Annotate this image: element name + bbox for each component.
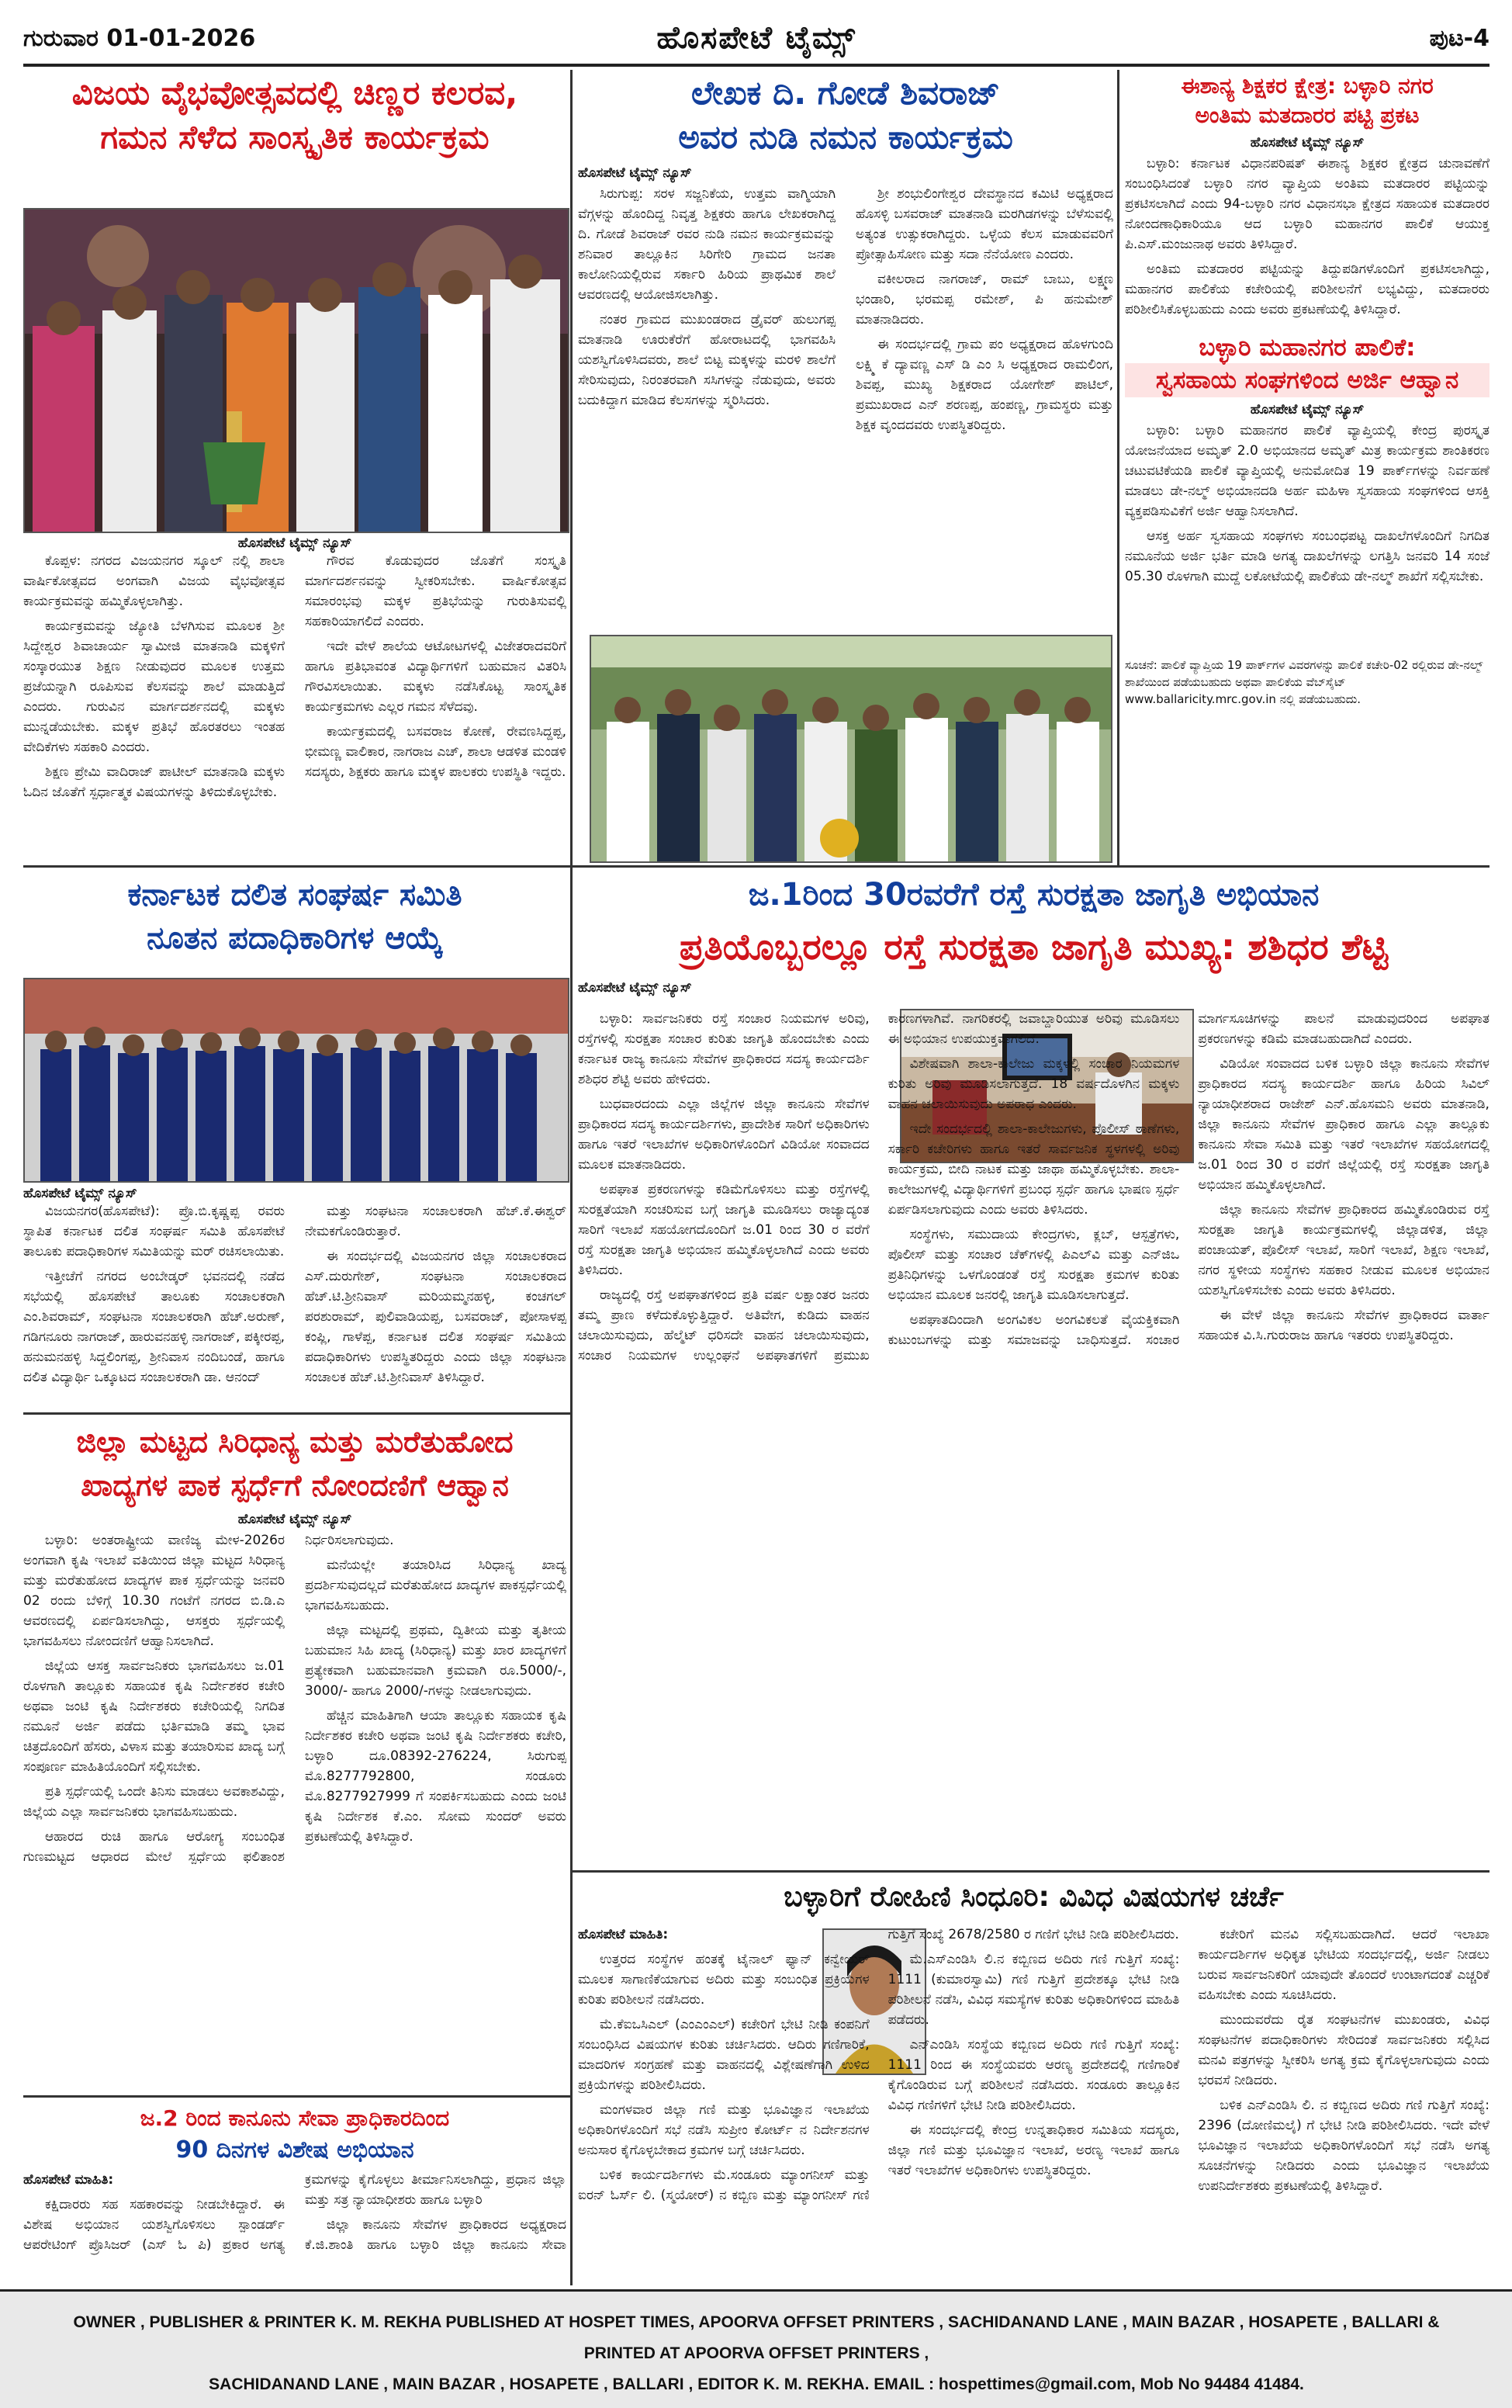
headline: ಅಂತಿಮ ಮತದಾರರ ಪಟ್ಟಿ ಪ್ರಕಟ <box>1195 102 1420 128</box>
paragraph: ಕಾರ್ಯಕ್ರಮವನ್ನು ಜ್ಯೋತಿ ಬೆಳಗಿಸುವ ಮೂಲಕ ಶ್ರೀ ಸಿದ್ದೇಶ್ವರ ಶಿವಾಚಾರ್ಯ ಸ್ವಾಮೀಜಿ ಮಾತನಾಡಿ ಮಕ್ಕಳಿಗೆ ಸಂಸ್ಕಾರಯುತ ಶಿಕ್ಷಣ ನೀಡುವುದರ ಮೂಲಕ ಉತ್ತಮ ಪ್ರಜೆಯನ್ನಾಗಿ ರೂಪಿಸುವ ಕೆಲಸವನ್ನು ಶಾಲೆ ಮಾಡುತ್ತಿದೆ ಎಂದರು. ಗುರುವಿನ ಮಾರ್ಗದರ್ಶನದಲ್ಲಿ ಮಕ್ಕಳು ಮುನ್ನಡೆಯಬೇಕು. ಮಕ್ಕಳ ಪ್ರತಿಭೆ ಹೊರತರಲು ಇಂತಹ ವೇದಿಕೆಗಳು ಸಹಕಾರಿ ಎಂದರು. <box>23 618 285 755</box>
paragraph: ಬಳ್ಳಾರಿ: ಸಾರ್ವಜನಿಕರು ರಸ್ತೆ ಸಂಚಾರ ನಿಯಮಗಳ ಅರಿವು, ರಸ್ತೆಗಳಲ್ಲಿ ಸುರಕ್ಷತಾ ಸಂಚಾರ ಕುರಿತು ಜಾಗೃತಿ ಹೊಂದಬೇಕು ಎಂದು ಕರ್ನಾಟಕ ರಾಜ್ಯ ಕಾನೂನು ಸೇವೆಗಳ ಪ್ರಾಧಿಕಾರದ ಸದಸ್ಯ ಕಾರ್ಯದರ್ಶಿ ಶಶಿಧರ ಶೆಟ್ಟಿ ಅವರು ಹೇಳಿದರು. <box>578 1011 870 1087</box>
paragraph: ಮುಂದುವರೆದು ರೈತ ಸಂಘಟನೆಗಳ ಮುಖಂಡರು, ವಿವಿಧ ಸಂಘಟನೆಗಳ ಪದಾಧಿಕಾರಿಗಳು ಸೇರಿದಂತೆ ಸಾರ್ವಜನಿಕರು ಸಲ್ಲಿಸಿದ ಮನವಿ ಪತ್ರಗಳನ್ನು ಸ್ವೀಕರಿಸಿ ಅಗತ್ಯ ಕ್ರಮ ಕೈಗೊಳ್ಳಲಾಗುವುದು ಎಂದು ಭರವಸೆ ನೀಡಿದರು. <box>1198 2012 1490 2088</box>
article-voter-list <box>1125 71 1490 708</box>
headline: ಈಶಾನ್ಯ ಶಿಕ್ಷಕರ ಕ್ಷೇತ್ರ: ಬಳ್ಳಾರಿ ನಗರ <box>1181 73 1434 99</box>
paragraph: ಈ ಸಂದರ್ಭದಲ್ಲಿ ಕೇಂದ್ರ ಉನ್ನತಾಧಿಕಾರ ಸಮಿತಿಯ ಸದಸ್ಯರು, ಜಿಲ್ಲಾ ಗಣಿ ಮತ್ತು ಭೂವಿಜ್ಞಾನ ಇಲಾಖೆ, ಅರಣ್ಯ ಇಲಾಖೆ ಹಾಗೂ ಇತರೆ ಇಲಾಖೆಗಳ ಅಧಿಕಾರಿಗಳು ಉಪಸ್ಥಿತರಿದ್ದರು. <box>887 2122 1180 2178</box>
row-divider <box>23 865 1490 868</box>
paragraph: ಇತ್ತೀಚೆಗೆ ನಗರದ ಅಂಬೇಡ್ಕರ್ ಭವನದಲ್ಲಿ ನಡೆದ ಸಭೆಯಲ್ಲಿ ಹೊಸಪೇಟೆ ತಾಲೂಕು ಸಂಚಾಲಕರಾಗಿ ಎಂ.ಶಿವರಾಮ್, ಸಂಘಟನಾ ಸಂಚಾಲಕರಾಗಿ ಹೆಚ್.ಅರುಣ್, ಗಡಿಗನೂರು ನಾಗರಾಜ್, ಹಾರುವನಹಳ್ಳಿ ನಾಗರಾಜ್, ಪಕ್ಕೀರಪ್ಪ, ಹನುಮನಹಳ್ಳಿ ಸಿದ್ದಲಿಂಗಪ್ಪ, ಶ್ರೀನಿವಾಸ ನಂದಿಬಂಡೆ, ಹಾಗೂ ದಲಿತ ವಿದ್ಯಾರ್ಥಿ ಒಕ್ಕೂಟದ ಸಂಚಾಲಕರಾಗಿ ಡಾ. ಆನಂದ್ <box>23 1269 285 1385</box>
article-tribute <box>578 71 1113 622</box>
dss-photo <box>23 978 569 1183</box>
paragraph: ಎನ್‌ಎಂಡಿಸಿ ಸಂಸ್ಥೆಯ ಕಬ್ಬಿಣದ ಅದಿರು ಗಣಿ ಗುತ್ತಿಗೆ ಸಂಖ್ಯೆ: 1111 ರಿಂದ ಈ ಸಂಸ್ಥೆಯವರು ಆರಣ್ಯ ಪ್ರದೇಶದಲ್ಲಿ ಗಣಿಗಾರಿಕೆ ಕೈಗೊಂಡಿರುವ ಬಗ್ಗೆ ಪರಿಶೀಲನೆ ನಡೆಸಿದರು. ಸಂಡೂರು ತಾಲ್ಲೂಕಿನ ವಿವಿಧ ಗಣಿಗಳಿಗೆ ಭೇಟಿ ನೀಡಿ ಪರಿಶೀಲಿಸಿದರು. <box>887 2037 1180 2113</box>
row-divider <box>23 1412 570 1415</box>
imprint-line: OWNER , PUBLISHER & PRINTER K. M. REKHA PUBLISHED AT HOSPET TIMES, APOORVA OFFSET PRINTERS , SACHIDANAND LANE , MAIN BAZAR , HOSAPETE , BALLARI & PRINTED AT APOORVA OFFSET PRINTERS , <box>73 2313 1440 2362</box>
headline: ನೂತನ ಪದಾಧಿಕಾರಿಗಳ ಆಯ್ಕೆ <box>147 920 443 956</box>
paragraph: ಬಳ್ಳಾರಿ: ಕರ್ನಾಟಕ ವಿಧಾನಪರಿಷತ್ ಈಶಾನ್ಯ ಶಿಕ್ಷಕರ ಕ್ಷೇತ್ರದ ಚುನಾವಣೆಗೆ ಸಂಬಂಧಿಸಿದಂತೆ ಬಳ್ಳಾರಿ ನಗರ ವ್ಯಾಪ್ತಿಯ ಅಂತಿಮ ಮತದಾರರ ಪಟ್ಟಿಯನ್ನು ಪ್ರಕಟಿಸಲಾಗಿದೆ ಎಂದು 94-ಬಳ್ಳಾರಿ ನಗರ ವಿಧಾನಸಭಾ ಕ್ಷೇತ್ರದ ಸಹಾಯಕ ಮತದಾರರ ನೋಂದಣಾಧಿಕಾರಿಯೂ ಆದ ಬಳ್ಳಾರಿ ಮಹಾನಗರ ಪಾಲಿಕೆ ಆಯುಕ್ತ ಪಿ.ಎಸ್.ಮಂಜುನಾಥ ಅವರು ತಿಳಿಸಿದ್ದಾರೆ. <box>1125 156 1490 252</box>
page-number: ಪುಟ-4 <box>1429 25 1490 52</box>
headline: ಕರ್ನಾಟಕ ದಲಿತ ಸಂಘರ್ಷ ಸಮಿತಿ <box>127 877 462 913</box>
paragraph: ಬಳಿಕ ಕಾರ್ಯದರ್ಶಿಗಳು ಮೆ.ಸಂಡೂರು ಮ್ಯಾಂಗನೀಸ್ ಮತ್ತು ಐರನ್ ಓರ್ಸ್ ಲಿ. (ಸ್ಮಯೋರ್) ನ ಕಬ್ಬಿಣ ಮತ್ತು ಮ್ಯಾಂಗನೀಸ್ ಗಣಿ ಗುತ್ತಿಗೆ ಸಂಖ್ಯೆ 2678/2580 ರ ಗಣಿಗೆ ಭೇಟಿ ನೀಡಿ ಪರಿಶೀಲಿಸಿದರು. <box>578 1927 1179 2203</box>
headline: ಸ್ವಸಹಾಯ ಸಂಘಗಳಿಂದ ಅರ್ಜಿ ಆಹ್ವಾನ <box>1125 363 1490 397</box>
article-millet-contest <box>23 1420 566 2074</box>
paragraph: ಮಂಗಳವಾರ ಜಿಲ್ಲಾ ಗಣಿ ಮತ್ತು ಭೂವಿಜ್ಞಾನ ಇಲಾಖೆಯ ಅಧಿಕಾರಿಗಳೊಂದಿಗೆ ಸಭೆ ನಡೆಸಿ ಸುಪ್ರೀಂ ಕೋರ್ಟ್ ನ ನಿರ್ದೇಶನಗಳ ಅನುಸಾರ ಕೈಗೊಳ್ಳಬೇಕಾದ ಕ್ರಮಗಳ ಬಗ್ಗೆ ಚರ್ಚಿಸಿದರು. <box>578 2102 870 2158</box>
paragraph: ವಿಶೇಷವಾಗಿ ಶಾಲಾ-ಕಾಲೇಜು ಮಕ್ಕಳಲ್ಲಿ ಸಂಚಾರ ನಿಯಮಗಳ ಕುರಿತು ಅರಿವು ಮೂಡಿಸಲಾಗುತ್ತದೆ. 18 ವರ್ಷದೊಳಗಿನ ಮಕ್ಕಳು ವಾಹನ ಚಲಾಯಿಸುವುದು ಅಪರಾಧ ಎಂದರು. <box>887 1056 1180 1112</box>
paragraph: ಮತ್ತು ಸಂಘಟನಾ ಸಂಚಾಲಕರಾಗಿ ಹೆಚ್.ಕೆ.ಈಶ್ವರ್ ನೇಮಕಗೊಂಡಿರುತ್ತಾರೆ. <box>305 1204 566 1239</box>
paragraph: ಅಪಘಾತದಿಂದಾಗಿ ಅಂಗವಿಕಲ ಅಂಗವಿಕಲತೆ ವೈಯಕ್ತಿಕವಾಗಿ ಕುಟುಂಬಗಳನ್ನು ಮತ್ತು ಸಮಾಜವನ್ನು ಬಾಧಿಸುತ್ತದೆ. ಸಂಚಾರ ಮಾರ್ಗಸೂಚಿಗಳನ್ನು ಪಾಲನೆ ಮಾಡುವುದರಿಂದ ಅಪಘಾತ ಪ್ರಕರಣಗಳನ್ನು ಕಡಿಮೆ ಮಾಡಬಹುದಾಗಿದೆ ಎಂದರು. <box>887 1011 1490 1348</box>
headline: ಬಳ್ಳಾರಿ ಮಹಾನಗರ ಪಾಲಿಕೆ: <box>1199 334 1416 362</box>
paragraph: ಆಹಾರದ ರುಚಿ ಹಾಗೂ ಆರೋಗ್ಯ ಸಂಬಂಧಿತ ಗುಣಮಟ್ಟದ ಆಧಾರದ ಮೇಲೆ ಸ್ಪರ್ಧೆಯ ಫಲಿತಾಂಶ ನಿರ್ಧರಿಸಲಾಗುವುದು. <box>23 1533 394 1865</box>
masthead: ಹೊಸಪೇಟೆ ಟೈಮ್ಸ್ <box>656 20 856 56</box>
column-divider <box>570 70 573 865</box>
byline: ಹೊಸಪೇಟೆ ಟೈಮ್ಸ್ ನ್ಯೂಸ್ <box>237 535 352 551</box>
byline: ಹೊಸಪೇಟೆ ಟೈಮ್ಸ್ ನ್ಯೂಸ್ <box>1250 135 1365 151</box>
article-rohini-sindhuri <box>578 1878 1490 1917</box>
headline: ಜಿಲ್ಲಾ ಮಟ್ಟದ ಸಿರಿಧಾನ್ಯ ಮತ್ತು ಮರೆತುಹೋದ <box>76 1425 514 1459</box>
paragraph: ವಿಜಯನಗರ(ಹೊಸಪೇಟೆ): ಪ್ರೊ.ಬಿ.ಕೃಷ್ಣಪ್ಪ ರವರು ಸ್ಥಾಪಿತ ಕರ್ನಾಟಕ ದಲಿತ ಸಂಘರ್ಷ ಸಮಿತಿ ಹೊಸಪೇಟೆ ತಾಲೂಕು ಪದಾಧಿಕಾರಿಗಳ ಸಮಿತಿಯನ್ನು ಮರ್ ರಚಿಸಲಾಯಿತು. <box>23 1204 285 1259</box>
paragraph: ಕೊಪ್ಪಳ: ನಗರದ ವಿಜಯನಗರ ಸ್ಕೂಲ್ ನಲ್ಲಿ ಶಾಲಾ ವಾರ್ಷಿಕೋತ್ಸವದ ಅಂಗವಾಗಿ ವಿಜಯ ವೈಭವೋತ್ಸವ ಕಾರ್ಯಕ್ರಮವನ್ನು ಹಮ್ಮಿಕೊಳ್ಳಲಾಗಿತ್ತು. <box>23 553 285 609</box>
headline: ಜ.2 ರಿಂದ ಕಾನೂನು ಸೇವಾ ಪ್ರಾಧಿಕಾರದಿಂದ <box>140 2105 450 2131</box>
paragraph: ಗೌರವ ಕೊಡುವುದರ ಜೊತೆಗೆ ಸಂಸ್ಕೃತಿ ಮಾರ್ಗದರ್ಶನವನ್ನು ಸ್ವೀಕರಿಸಬೇಕು. ವಾರ್ಷಿಕೋತ್ಸವ ಸಮಾರಂಭವು ಮಕ್ಕಳ ಪ್ರತಿಭೆಯನ್ನು ಗುರುತಿಸುವಲ್ಲಿ ಸಹಕಾರಿಯಾಗಲಿದೆ ಎಂದರು. <box>305 553 566 629</box>
paragraph: ಪ್ರತಿ ಸ್ಪರ್ಧೆಯಲ್ಲಿ ಒಂದೇ ತಿನಿಸು ಮಾಡಲು ಅವಕಾಶವಿದ್ದು, ಜಿಲ್ಲೆಯ ಎಲ್ಲಾ ಸಾರ್ವಜನಿಕರು ಭಾಗವಹಿಸಬಹುದು. <box>23 1784 285 1820</box>
byline: ಹೊಸಪೇಟೆ ಟೈಮ್ಸ್ ನ್ಯೂಸ್ <box>578 980 692 996</box>
paragraph: ಕಾರ್ಯಕ್ರಮದಲ್ಲಿ ಬಸವರಾಜ ಕೋಣೆ, ರೇವಣಸಿದ್ದಪ್ಪ, ಭೀಮಣ್ಣ ವಾಲಿಕಾರ, ನಾಗರಾಜ ಎಚ್, ಶಾಲಾ ಆಡಳಿತ ಮಂಡಳಿ ಸದಸ್ಯರು, ಶಿಕ್ಷಕರು ಹಾಗೂ ಮಕ್ಕಳ ಪಾಲಕರು ಉಪಸ್ಥಿತಿ ಇದ್ದರು. <box>305 724 566 780</box>
paragraph: ಹೆಚ್ಚಿನ ಮಾಹಿತಿಗಾಗಿ ಆಯಾ ತಾಲ್ಲೂಕು ಸಹಾಯಕ ಕೃಷಿ ನಿರ್ದೇಶಕರ ಕಚೇರಿ ಅಥವಾ ಜಂಟಿ ಕೃಷಿ ನಿರ್ದೇಶಕರು ಕಚೇರಿ, ಬಳ್ಳಾರಿ ದೂ.08392-276224, ಸಿರುಗುಪ್ಪ ಮೊ.8277792800, ಸಂಡೂರು ಮೊ.8277927999 ಗೆ ಸಂಪರ್ಕಿಸಬಹುದು ಎಂದು ಜಂಟಿ ಕೃಷಿ ನಿರ್ದೇಶಕ ಕೆ.ಎಂ. ಸೋಮ ಸುಂದರ್ ಅವರು ಪ್ರಕಟಣೆಯಲ್ಲಿ ತಿಳಿಸಿದ್ದಾರೆ. <box>305 1708 566 1845</box>
paragraph: ವಿಡಿಯೋ ಸಂವಾದದ ಬಳಿಕ ಬಳ್ಳಾರಿ ಜಿಲ್ಲಾ ಕಾನೂನು ಸೇವೆಗಳ ಪ್ರಾಧಿಕಾರದ ಸದಸ್ಯ ಕಾರ್ಯದರ್ಶಿ ಹಾಗೂ ಹಿರಿಯ ಸಿವಿಲ್ ನ್ಯಾಯಾಧೀಶರಾದ ರಾಜೇಶ್ ಎನ್.ಹೊಸಮನಿ ಅವರು ಮಾತನಾಡಿ, ಜಿಲ್ಲಾ ಕಾನೂನು ಸೇವೆಗಳ ಪ್ರಾಧಿಕಾರ ಹಾಗೂ ಎಲ್ಲಾ ತಾಲ್ಲೂಕು ಕಾನೂನು ಸೇವಾ ಸಮಿತಿ ಮತ್ತು ಇತರೆ ಇಲಾಖೆಗಳ ಸಹಯೋಗದಲ್ಲಿ ಜ.01 ರಿಂದ 30 ರ ವರೆಗೆ ಜಿಲ್ಲೆಯಲ್ಲಿ ರಸ್ತೆ ಸುರಕ್ಷತಾ ಜಾಗೃತಿ ಅಭಿಯಾನ ಹಮ್ಮಿಕೊಳ್ಳಲಾಗಿದೆ. <box>1198 1056 1490 1193</box>
article-body <box>23 535 566 850</box>
headline: ಜ.1ರಿಂದ 30ರವರೆಗೆ ರಸ್ತೆ ಸುರಕ್ಷತಾ ಜಾಗೃತಿ ಅಭಿಯಾನ <box>748 877 1320 913</box>
paragraph: ಬಳ್ಳಾರಿ: ಅಂತರಾಷ್ಟ್ರೀಯ ವಾಣಿಜ್ಯ ಮೇಳ-2026ರ ಅಂಗವಾಗಿ ಕೃಷಿ ಇಲಾಖೆ ವತಿಯಿಂದ ಜಿಲ್ಲಾ ಮಟ್ಟದ ಸಿರಿಧಾನ್ಯ ಮತ್ತು ಮರೆತುಹೋದ ಖಾದ್ಯಗಳ ಪಾಕ ಸ್ಪರ್ಧೆಯನ್ನು ಜನವರಿ 02 ರಂದು ಬೆಳಿಗ್ಗೆ 10.30 ಗಂಟೆಗೆ ನಗರದ ಬಿ.ಡಿ.ಎ ಆವರಣದಲ್ಲಿ ಏರ್ಪಡಿಸಲಾಗಿದ್ದು, ಆಸಕ್ತರು ಸ್ಪರ್ಧೆಯಲ್ಲಿ ಭಾಗವಹಿಸಲು ನೋಂದಣಿಗೆ ಆಹ್ವಾನಿಸಲಾಗಿದೆ. <box>23 1533 285 1649</box>
paragraph: ಹೊಸಪೇಟೆ ಮಾಹಿತಿ: <box>23 2172 114 2188</box>
paragraph: ಕಕ್ಷಿದಾರರು ಸಹ ಸಹಕಾರವನ್ನು ನೀಡಬೇಕಿದ್ದಾರೆ. ಈ ವಿಶೇಷ ಅಭಿಯಾನ ಯಶಸ್ವಿಗೊಳಿಸಲು ಸ್ಪಾಂಡರ್ಡ್ ಆಪರೇಟಿಂಗ್ ಪ್ರೊಸಿಜರ್ (ಎಸ್ ಓ ಪಿ) ಪ್ರಕಾರ ಅಗತ್ಯ ಕ್ರಮಗಳನ್ನು ಕೈಗೊಳ್ಳಲು ತೀರ್ಮಾನಿಸಲಾಗಿದ್ದು, ಪ್ರಧಾನ ಜಿಲ್ಲಾ ಮತ್ತು ಸತ್ರ ನ್ಯಾಯಾಧೀಶರು ಹಾಗೂ ಬಳ್ಳಾರಿ <box>23 2172 566 2253</box>
paragraph: ಈ ಸಂದರ್ಭದಲ್ಲಿ ವಿಜಯನಗರ ಜಿಲ್ಲಾ ಸಂಚಾಲಕರಾದ ಎಸ್.ದುರುಗೇಶ್, ಸಂಘಟನಾ ಸಂಚಾಲಕರಾದ ಹೆಚ್.ಟಿ.ಶ್ರೀನಿವಾಸ್ ಮರಿಯಮ್ಮನಹಳ್ಳಿ, ಕಂಚಗಲ್ ಪರಶುರಾಮ್, ಪುಲಿವಾಡಿಯಪ್ಪ, ಬಸವರಾಜ್, ಪೋಸಾಳಪ್ಪ ಕಂಪ್ಲಿ, ಗಾಳೆಪ್ಪ, ಕರ್ನಾಟಕ ದಲಿತ ಸಂಘರ್ಷ ಸಮಿತಿಯ ಪದಾಧಿಕಾರಿಗಳು ಉಪಸ್ಥಿತರಿದ್ದರು ಎಂದು ಜಿಲ್ಲಾ ಸಂಘಟನಾ ಸಂಚಾಲಕ ಹೆಚ್.ಟಿ.ಶ್ರೀನಿವಾಸ್ ತಿಳಿಸಿದ್ದಾರೆ. <box>305 1249 566 1385</box>
paragraph: ಆಸಕ್ತ ಅರ್ಹ ಸ್ವಸಹಾಯ ಸಂಘಗಳು ಸಂಬಂಧಪಟ್ಟ ದಾಖಲೆಗಳೊಂದಿಗೆ ನಿಗದಿತ ನಮೂನೆಯ ಅರ್ಜಿ ಭರ್ತಿ ಮಾಡಿ ಅಗತ್ಯ ದಾಖಲೆಗಳನ್ನು ಲಗತ್ತಿಸಿ ಜನವರಿ 14 ಸಂಜೆ 05.30 ರೊಳಗಾಗಿ ಮುದ್ದೆ ಲಕೋಟೆಯಲ್ಲಿ ಪಾಲಿಕೆಯ ಡೇ-ನಲ್ಮ್ ಶಾಖೆಗೆ ಸಲ್ಲಿಸಬೇಕು. <box>1125 528 1490 584</box>
paragraph: ಬುಧವಾರದಂದು ಎಲ್ಲಾ ಜಿಲ್ಲೆಗಳ ಜಿಲ್ಲಾ ಕಾನೂನು ಸೇವೆಗಳ ಪ್ರಾಧಿಕಾರದ ಸದಸ್ಯ ಕಾರ್ಯದರ್ಶಿಗಳು, ಪ್ರಾದೇಶಿಕ ಸಾರಿಗೆ ಅಧಿಕಾರಿಗಳು ಹಾಗೂ ಇತರೆ ಇಲಾಖೆಗಳ ಅಧಿಕಾರಿಗಳೊಂದಿಗೆ ವಿಡಿಯೋ ಸಂವಾದದ ಮೂಲಕ ಮಾತನಾಡಿದರು. <box>578 1097 870 1173</box>
headline: ಗಮನ ಸೆಳೆದ ಸಾಂಸ್ಕೃತಿಕ ಕಾರ್ಯಕ್ರಮ <box>100 117 490 156</box>
tribute-photo <box>590 635 1112 863</box>
article-school-event <box>23 71 566 159</box>
paragraph: ಇದೇ ಸಂದರ್ಭದಲ್ಲಿ ಶಾಲಾ-ಕಾಲೇಜುಗಳು, ಪೊಲೀಸ್ ಠಾಣೆಗಳು, ಸರ್ಕಾರಿ ಕಚೇರಿಗಳು ಹಾಗೂ ಇತರೆ ಸಾರ್ವಜನಿಕ ಸ್ಥಳಗಳಲ್ಲಿ ಅರಿವು ಕಾರ್ಯಕ್ರಮ, ಬೀದಿ ನಾಟಕ ಮತ್ತು ಜಾಥಾ ಹಮ್ಮಿಕೊಳ್ಳಬೇಕು. ಶಾಲಾ-ಕಾಲೇಜುಗಳಲ್ಲಿ ವಿದ್ಯಾರ್ಥಿಗಳಿಗೆ ಪ್ರಬಂಧ ಸ್ಪರ್ಧೆ ಹಾಗೂ ಭಾಷಣ ಸ್ಪರ್ಧೆ ಏರ್ಪಡಿಸಲಾಗುವುದು ಎಂದು ಅವರು ತಿಳಿಸಿದರು. <box>887 1121 1180 1218</box>
notice: ಸೂಚನೆ: ಪಾಲಿಕೆ ವ್ಯಾಪ್ತಿಯ 19 ಪಾರ್ಕ್‌ಗಳ ವಿವರಗಳನ್ನು ಪಾಲಿಕೆ ಕಚೇರಿ-02 ರಲ್ಲಿರುವ ಡೇ-ನಲ್ಮ್ ಶಾಖೆಯಿಂದ ಪಡೆಯಬಹುದು ಅಥವಾ ಪಾಲಿಕೆಯ ವೆಬ್‌ಸೈಟ್ www.ballaricity.mrc.gov.in ನಲ್ಲಿ ಪಡೆಯಬಹುದು. <box>1125 658 1483 706</box>
article-body <box>578 1925 1490 2282</box>
paragraph: ರಾಜ್ಯದಲ್ಲಿ ರಸ್ತೆ ಅಪಘಾತಗಳಿಂದ ಪ್ರತಿ ವರ್ಷ ಲಕ್ಷಾಂತರ ಜನರು ತಮ್ಮ ಪ್ರಾಣ ಕಳೆದುಕೊಳ್ಳುತ್ತಿದ್ದಾರೆ. ಅತಿವೇಗ, ಕುಡಿದು ವಾಹನ ಚಲಾಯಿಸುವುದು, ಹೆಲ್ಮೆಟ್ ಧರಿಸದೇ ವಾಹನ ಚಲಾಯಿಸುವುದು, ಸಂಚಾರ ನಿಯಮಗಳ ಉಲ್ಲಂಘನೆ ಅಪಘಾತಗಳಿಗೆ ಪ್ರಮುಖ ಕಾರಣಗಳಾಗಿವೆ. ನಾಗರಿಕರಲ್ಲಿ ಜವಾಬ್ದಾರಿಯುತ ಅರಿವು ಮೂಡಿಸಲು ಈ ಅಭಿಯಾನ ಉಪಯುಕ್ತವಾಗಲಿದೆ. <box>578 1011 1180 1363</box>
article-legal-campaign <box>23 2103 566 2278</box>
issue-date: ಗುರುವಾರ 01-01-2026 <box>23 25 256 52</box>
headline: ಖಾದ್ಯಗಳ ಪಾಕ ಸ್ಪರ್ಧೆಗೆ ನೋಂದಣಿಗೆ ಆಹ್ವಾನ <box>81 1468 509 1502</box>
paragraph: ಮೆ.ಎಸ್‌ಎಂಡಿಸಿ ಲಿ.ನ ಕಬ್ಬಿಣದ ಅದಿರು ಗಣಿ ಗುತ್ತಿಗೆ ಸಂಖ್ಯೆ: 1111 (ಕುಮಾರಸ್ವಾಮಿ) ಗಣಿ ಗುತ್ತಿಗೆ ಪ್ರದೇಶಕ್ಕೂ ಭೇಟಿ ನೀಡಿ ಪರಿಶೀಲನೆ ನಡೆಸಿ, ವಿವಿಧ ಸಮಸ್ಯೆಗಳ ಕುರಿತು ಅಧಿಕಾರಿಗಳಿಂದ ಮಾಹಿತಿ ಪಡೆದರು. <box>887 1952 1180 2028</box>
paragraph: ಅಂತಿಮ ಮತದಾರರ ಪಟ್ಟಿಯನ್ನು ತಿದ್ದುಪಡಿಗಳೊಂದಿಗೆ ಪ್ರಕಟಿಸಲಾಗಿದ್ದು, ಮಹಾನಗರ ಪಾಲಿಕೆಯ ಕಚೇರಿಯಲ್ಲಿ ಪರಿಶೀಲನೆಗೆ ಲಭ್ಯವಿದ್ದು, ಮತದಾರರು ಪರಿಶೀಲಿಸಿಕೊಳ್ಳಬಹುದು ಎಂದು ಅವರು ಪ್ರಕಟಣೆಯಲ್ಲಿ ತಿಳಿಸಿದ್ದಾರೆ. <box>1125 262 1490 317</box>
paragraph: ಈ ಸಂದರ್ಭದಲ್ಲಿ ಗ್ರಾಮ ಪಂ ಅಧ್ಯಕ್ಷರಾದ ಹೊಳಗುಂದಿ ಲಕ್ಷ್ಮಿ ಕೆ ದ್ಯಾವಣ್ಣ ಎಸ್ ಡಿ ಎಂ ಸಿ ಅಧ್ಯಕ್ಷರಾದ ರಾಮಲಿಂಗ, ಶಿವಪ್ಪ, ಮುಖ್ಯ ಶಿಕ್ಷಕರಾದ ಯೋಗೇಶ್ ಪಾಟಿಲ್, ಪ್ರಮುಖರಾದ ಎನ್ ಶರಣಪ್ಪ, ಹಂಪಣ್ಣ, ಗ್ರಾಮಸ್ಥರು ಮತ್ತು ಶಿಕ್ಷಕ ವೃಂದದವರು ಉಪಸ್ಥಿತರಿದ್ದರು. <box>856 337 1113 434</box>
paragraph: ಶ್ರೀ ಶಂಭುಲಿಂಗೇಶ್ವರ ದೇವಸ್ಥಾನದ ಕಮಿಟಿ ಅಧ್ಯಕ್ಷರಾದ ಹೊಸಳ್ಳಿ ಬಸವರಾಜ್ ಮಾತನಾಡಿ ಮರಗಿಡಗಳನ್ನು ಬೆಳೆಸುವಲ್ಲಿ ಅತ್ಯಂತ ಉತ್ಸುಕರಾಗಿದ್ದರು. ಒಳ್ಳೆಯ ಕೆಲಸ ಮಾಡುವವರಿಗೆ ಪ್ರೋತ್ಸಾಹಿಸೋಣ ಮತ್ತು ಸದಾ ನೆನೆಯೋಣ ಎಂದರು. <box>856 186 1113 263</box>
paragraph: ಜಿಲ್ಲೆಯ ಆಸಕ್ತ ಸಾರ್ವಜನಿಕರು ಭಾಗವಹಿಸಲು ಜ.01 ರೊಳಗಾಗಿ ತಾಲ್ಲೂಕು ಸಹಾಯಕ ಕೃಷಿ ನಿರ್ದೇಶಕರ ಕಚೇರಿ ಅಥವಾ ಜಂಟಿ ಕೃಷಿ ನಿರ್ದೇಶಕರು ಕಚೇರಿಯಲ್ಲಿ ನಿಗದಿತ ನಮೂನೆ ಅರ್ಜಿ ಪಡೆದು ಭರ್ತಿಮಾಡಿ ತಮ್ಮ ಭಾವ ಚಿತ್ರದೊಂದಿಗೆ ಹೆಸರು, ವಿಳಾಸ ಮತ್ತು ತಯಾರಿಸುವ ಖಾದ್ಯ ಬಗ್ಗೆ ಸಂಪೂರ್ಣ ಮಾಹಿತಿಯೊಂದಿಗೆ ಸಲ್ಲಿಸಬೇಕು. <box>23 1658 285 1775</box>
row-divider <box>23 2095 570 2098</box>
imprint-line: SACHIDANAND LANE , MAIN BAZAR , HOSAPETE , BALLARI , EDITOR K. M. REKHA. EMAIL : hospettimes@gmail.com, Mob No 94484 41484. <box>209 2375 1304 2393</box>
headline: ಬಳ್ಳಾರಿಗೆ ರೋಹಿಣಿ ಸಿಂಧೂರಿ: ವಿವಿಧ ವಿಷಯಗಳ ಚರ್ಚೆ <box>784 1881 1284 1913</box>
paragraph: ಮನೆಯಲ್ಲೇ ತಯಾರಿಸಿದ ಸಿರಿಧಾನ್ಯ ಖಾದ್ಯ ಪ್ರದರ್ಶಿಸುವುದಲ್ಲದೆ ಮರೆತುಹೋದ ಖಾದ್ಯಗಳ ಪಾಕಸ್ಪರ್ಧೆಯಲ್ಲಿ ಭಾಗವಹಿಸಬಹುದು. <box>305 1557 566 1613</box>
paragraph: ಹೊಸಪೇಟೆ ಮಾಹಿತಿ: <box>578 1927 669 1942</box>
paragraph: ಅಪಘಾತ ಪ್ರಕರಣಗಳನ್ನು ಕಡಿಮೆಗೊಳಿಸಲು ಮತ್ತು ರಸ್ತೆಗಳಲ್ಲಿ ಸುರಕ್ಷತೆಯಾಗಿ ಸಂಚರಿಸುವ ಬಗ್ಗೆ ಜಾಗೃತಿ ಮೂಡಿಸಲು ರಾಜ್ಯಾದ್ಯಂತ ಸಾರಿಗೆ ಇಲಾಖೆ ಸಹಯೋಗದೊಂದಿಗೆ ಜ.01 ರಿಂದ 30 ರ ವರೆಗೆ ರಸ್ತೆ ಸುರಕ್ಷತಾ ಜಾಗೃತಿ ಅಭಿಯಾನ ಹಮ್ಮಿಕೊಳ್ಳಲಾಗಿದೆ ಎಂದು ಅವರು ತಿಳಿಸಿದರು. <box>578 1182 870 1278</box>
paragraph: ವಕೀಲರಾದ ನಾಗರಾಜ್, ರಾಮ್ ಬಾಬು, ಲಕ್ಷ್ಮಣ ಭಂಡಾರಿ, ಭರಮಪ್ಪ ರಮೇಶ್, ಪಿ ಹನುಮೇಶ್ ಮಾತನಾಡಿದರು. <box>856 272 1113 328</box>
byline: ಹೊಸಪೇಟೆ ಟೈಮ್ಸ್ ನ್ಯೂಸ್ <box>237 1512 352 1527</box>
article-dss <box>23 873 566 960</box>
paragraph: ಜಿಲ್ಲಾ ಕಾನೂನು ಸೇವೆಗಳ ಪ್ರಾಧಿಕಾರದ ಹಮ್ಮಿಕೊಂಡಿರುವ ರಸ್ತೆ ಸುರಕ್ಷತಾ ಜಾಗೃತಿ ಕಾರ್ಯಕ್ರಮಗಳಲ್ಲಿ ಜಿಲ್ಲಾಡಳಿತ, ಜಿಲ್ಲಾ ಪಂಚಾಯತ್, ಪೊಲೀಸ್ ಇಲಾಖೆ, ಸಾರಿಗೆ ಇಲಾಖೆ, ಶಿಕ್ಷಣ ಇಲಾಖೆ, ನಗರ ಸ್ಥಳೀಯ ಸಂಸ್ಥೆಗಳು ಸಹಕಾರ ನೀಡುವ ಮೂಲಕ ಅಭಿಯಾನ ಯಶಸ್ವಿಗೊಳಿಸಬೇಕು ಎಂದು ಅವರು ತಿಳಿಸಿದರು. <box>1198 1202 1490 1298</box>
paragraph: ಸಂಸ್ಥೆಗಳು, ಸಮುದಾಯ ಕೇಂದ್ರಗಳು, ಕ್ಲಬ್, ಆಸ್ಪತ್ರೆಗಳು, ಪೊಲೀಸ್ ಮತ್ತು ಸಂಚಾರ ಚೆಕ್‌ಗಳಲ್ಲಿ ಪಿಎಲ್‌ವಿ ಮತ್ತು ಎನ್‌ಜಿಒ ಪ್ರತಿನಿಧಿಗಳನ್ನು ಒಳಗೊಂಡಂತೆ ರಸ್ತೆ ಸುರಕ್ಷತಾ ಕ್ರಮಗಳ ಕುರಿತು ಅಭಿಯಾನ ಮೂಲಕ ಜನರಲ್ಲಿ ಜಾಗೃತಿ ಮೂಡಿಸಲಾಗುತ್ತದೆ. <box>887 1227 1180 1303</box>
imprint-footer <box>0 2289 1512 2408</box>
page-header <box>23 17 1490 67</box>
byline: ಹೊಸಪೇಟೆ ಟೈಮ್ಸ್ ನ್ಯೂಸ್ <box>1250 402 1365 418</box>
byline: ಹೊಸಪೇಟೆ ಟೈಮ್ಸ್ ನ್ಯೂಸ್ <box>23 1186 137 1201</box>
column-divider <box>570 865 573 2285</box>
article-road-safety <box>578 873 1490 996</box>
paragraph: ಸಿರುಗುಪ್ಪ: ಸರಳ ಸಜ್ಜನಿಕೆಯ, ಉತ್ತಮ ವಾಗ್ಮಿಯಾಗಿ ವೆಗ್ಗಳನ್ನು ಹೊಂದಿದ್ದ ನಿವೃತ್ತ ಶಿಕ್ಷಕರು ಹಾಗೂ ಲೇಖಕರಾಗಿದ್ದ ದಿ. ಗೋಡೆ ಶಿವರಾಜ್ ರವರ ನುಡಿ ನಮನ ಕಾರ್ಯಕ್ರಮವನ್ನು ಶನಿವಾರ ತಾಲ್ಲೂಕಿನ ಸಿರಿಗೇರಿ ಗ್ರಾಮದ ಜನತಾ ಕಾಲೋನಿಯಲ್ಲಿರುವ ಸರ್ಕಾರಿ ಹಿರಿಯ ಪ್ರಾಥಮಿಕ ಶಾಲೆ ಆವರಣದಲ್ಲಿ ಆಯೋಜಿಸಲಾಗಿತ್ತು. <box>578 186 836 303</box>
article-body <box>578 1009 1490 1862</box>
row-divider <box>570 1870 1490 1873</box>
paragraph: ಈ ವೇಳೆ ಜಿಲ್ಲಾ ಕಾನೂನು ಸೇವೆಗಳ ಪ್ರಾಧಿಕಾರದ ವಾರ್ತಾ ಸಹಾಯಕ ವಿ.ಸಿ.ಗುರುರಾಜ ಹಾಗೂ ಇತರರು ಉಪಸ್ಥಿತರಿದ್ದರು. <box>1198 1308 1490 1343</box>
byline: ಹೊಸಪೇಟೆ ಟೈಮ್ಸ್ ನ್ಯೂಸ್ <box>578 165 692 182</box>
paragraph: ಬಳಿಕ ಎನ್‌ಎಂಡಿಸಿ ಲಿ. ನ ಕಬ್ಬಿಣದ ಅದಿರು ಗಣಿ ಗುತ್ತಿಗೆ ಸಂಖ್ಯೆ: 2396 (ದೋಣಿಮಲೈ) ಗೆ ಭೇಟಿ ನೀಡಿ ಪರಿಶೀಲಿಸಿದರು. ಇದೇ ವೇಳೆ ಭೂವಿಜ್ಞಾನ ಇಲಾಖೆಯ ಅಧಿಕಾರಿಗಳೊಂದಿಗೆ ಸಭೆ ನಡೆಸಿ ಅಗತ್ಯ ಸೂಚನೆಗಳನ್ನು ನೀಡಿದರು ಎಂದು ಭೂವಿಜ್ಞಾನ ಇಲಾಖೆಯ ಉಪನಿರ್ದೇಶಕರು ಪ್ರಕಟಣೆಯಲ್ಲಿ ತಿಳಿಸಿದ್ದಾರೆ. <box>1198 2098 1490 2194</box>
paragraph: ಇದೇ ವೇಳೆ ಶಾಲೆಯ ಆಟೋಟಗಳಲ್ಲಿ ವಿಜೇತರಾದವರಿಗೆ ಹಾಗೂ ಪ್ರತಿಭಾವಂತ ವಿದ್ಯಾರ್ಥಿಗಳಿಗೆ ಬಹುಮಾನ ವಿತರಿಸಿ ಗೌರವಿಸಲಾಯಿತು. ಮಕ್ಕಳು ನಡೆಸಿಕೊಟ್ಟ ಸಾಂಸ್ಕೃತಿಕ ಕಾರ್ಯಕ್ರಮಗಳು ಎಲ್ಲರ ಗಮನ ಸೆಳೆದವು. <box>305 639 566 715</box>
headline: 90 ದಿನಗಳ ವಿಶೇಷ ಅಭಿಯಾನ <box>175 2136 414 2164</box>
headline: ಲೇಖಕ ದಿ. ಗೋಡೆ ಶಿವರಾಜ್ <box>690 74 1000 112</box>
paragraph: ಜಿಲ್ಲಾ ಮಟ್ಟದಲ್ಲಿ ಪ್ರಥಮ, ದ್ವಿತೀಯ ಮತ್ತು ತೃತೀಯ ಬಹುಮಾನ ಸಿಹಿ ಖಾದ್ಯ (ಸಿರಿಧಾನ್ಯ) ಮತ್ತು ಖಾರ ಖಾದ್ಯಗಳಿಗೆ ಪ್ರತ್ಯೇಕವಾಗಿ ಬಹುಮಾನವಾಗಿ ಕ್ರಮವಾಗಿ ರೂ.5000/-, 3000/- ಹಾಗೂ 2000/-ಗಳನ್ನು ನೀಡಲಾಗುವುದು. <box>305 1623 566 1699</box>
paragraph: ಬಳ್ಳಾರಿ: ಬಳ್ಳಾರಿ ಮಹಾನಗರ ಪಾಲಿಕೆ ವ್ಯಾಪ್ತಿಯಲ್ಲಿ ಕೇಂದ್ರ ಪುರಸ್ಕೃತ ಯೋಜನೆಯಾದ ಅಮೃತ್ 2.0 ಅಭಿಯಾನದ ಅಮೃತ್ ಮಿತ್ರ ಕಾರ್ಯಕ್ರಮ ಶಾಂತಿಕರಣ ಚಟುವಟಿಕೆಯಡಿ ಪಾಲಿಕೆ ವ್ಯಾಪ್ತಿಯಲ್ಲಿ ಅನುಮೋದಿತ 19 ಪಾರ್ಕ್‌ಗಳನ್ನು ನಿರ್ವಹಣೆ ಮಾಡಲು ಡೇ-ನಲ್ಮ್ ಅಭಿಯಾನದಡಿ ಅರ್ಹ ಮಹಿಳಾ ಸ್ವಸಹಾಯ ಸಂಘಗಳಿಂದ ಆಸಕ್ತಿ ವ್ಯಕ್ತಪಡಿಸುವಿಕೆಗೆ ಅರ್ಜಿ ಆಹ್ವಾನಿಸಲಾಗಿದೆ. <box>1125 423 1490 519</box>
paragraph: ಶಿಕ್ಷಣ ಪ್ರೇಮಿ ವಾದಿರಾಜ್ ಪಾಟೀಲ್ ಮಾತನಾಡಿ ಮಕ್ಕಳು ಓದಿನ ಜೊತೆಗೆ ಸ್ಪರ್ಧಾತ್ಮಕ ವಿಷಯಗಳನ್ನು ತಿಳಿದುಕೊಳ್ಳಬೇಕು. <box>23 764 285 800</box>
article-body <box>23 1186 566 1403</box>
paragraph: ಮೆ.ಕೆಐಒಸಿಎಲ್ (ಎಂಎಂಎಲ್) ಕಚೇರಿಗೆ ಭೇಟಿ ನೀಡಿ ಕಂಪನಿಗೆ ಸಂಬಂಧಿಸಿದ ವಿಷಯಗಳ ಕುರಿತು ಚರ್ಚಿಸಿದರು. ಆದಿರು ಗಣಿಗಾರಿಕೆ, ಮಾದರಿಗಳ ಸಂಗ್ರಹಣೆ ಮತ್ತು ವಾಹನದಲ್ಲಿ ವಿಶ್ಲೇಷಣೆಗಾಗಿ ಉಳಿದ ಪ್ರಕ್ರಿಯೆಗಳನ್ನು ಪರಿಶೀಲಿಸಿದರು. <box>578 2017 870 2093</box>
headline: ವಿಜಯ ವೈಭವೋತ್ಸವದಲ್ಲಿ ಚಿಣ್ಣರ ಕಲರವ, <box>71 74 518 112</box>
event-photo <box>23 208 569 533</box>
paragraph: ನಂತರ ಗ್ರಾಮದ ಮುಖಂಡರಾದ ಡ್ರೈವರ್ ಹುಲುಗಪ್ಪ ಮಾತನಾಡಿ ಊರುಕೆರೆಗೆ ಹೋರಾಟದಲ್ಲಿ ಭಾಗವಹಿಸಿ ಯಶಸ್ವಿಗೊಳಿಸಿದವರು, ಶಾಲೆ ಬಿಟ್ಟ ಮಕ್ಕಳನ್ನು ಮರಳಿ ಶಾಲೆಗೆ ಸೇರಿಸುವುದು, ನಿರಂತರವಾಗಿ ಸಸಿಗಳನ್ನು ನೆಡುವುದು, ಅವರು ಬದುಕಿದ್ದಾಗ ಮಾಡಿದ ಕೆಲಸಗಳನ್ನು ಸ್ಮರಿಸಿದರು. <box>578 312 836 409</box>
paragraph: ಕಚೇರಿಗೆ ಮನವಿ ಸಲ್ಲಿಸಬಹುದಾಗಿದೆ. ಆದರೆ ಇಲಾಖಾ ಕಾರ್ಯದರ್ಶಿಗಳ ಅಧಿಕೃತ ಭೇಟಿಯ ಸಂದರ್ಭದಲ್ಲಿ, ಅರ್ಜಿ ನೀಡಲು ಬರುವ ಸಾರ್ವಜನಿಕರಿಗೆ ಯಾವುದೇ ತೊಂದರೆ ಉಂಟಾಗದಂತೆ ಎಚ್ಚರಿಕೆ ವಹಿಸಬೇಕು ಎಂದು ಸೂಚಿಸಿದರು. <box>1198 1927 1490 2003</box>
paragraph: ಜಿಲ್ಲಾ ಕಾನೂನು ಸೇವೆಗಳ ಪ್ರಾಧಿಕಾರದ ಅಧ್ಯಕ್ಷರಾದ ಕೆ.ಜಿ.ಶಾಂತಿ ಹಾಗೂ ಬಳ್ಳಾರಿ ಜಿಲ್ಲಾ ಕಾನೂನು ಸೇವಾ <box>305 2217 566 2253</box>
headline: ಪ್ರತಿಯೊಬ್ಬರಲ್ಲೂ ರಸ್ತೆ ಸುರಕ್ಷತಾ ಜಾಗೃತಿ ಮುಖ್ಯ: ಶಶಿಧರ ಶೆಟ್ಟಿ <box>679 926 1389 968</box>
paragraph: ಉತ್ತರದ ಸಂಸ್ಥೆಗಳ ಹಂತಕ್ಕೆ ಟೈನಾಲ್ ಫ್ಯಾನ್ ಕನ್ವೇಯರ್ ಮೂಲಕ ಸಾಗಾಣಿಕೆಯಾಗುವ ಅದಿರು ಮತ್ತು ಸಂಬಂಧಿತ ಪ್ರಕ್ರಿಯೆಗಳ ಕುರಿತು ಪರಿಶೀಲನೆ ನಡೆಸಿದರು. <box>578 1952 870 2008</box>
headline: ಅವರ ನುಡಿ ನಮನ ಕಾರ್ಯಕ್ರಮ <box>678 117 1013 156</box>
column-divider <box>1117 70 1119 865</box>
